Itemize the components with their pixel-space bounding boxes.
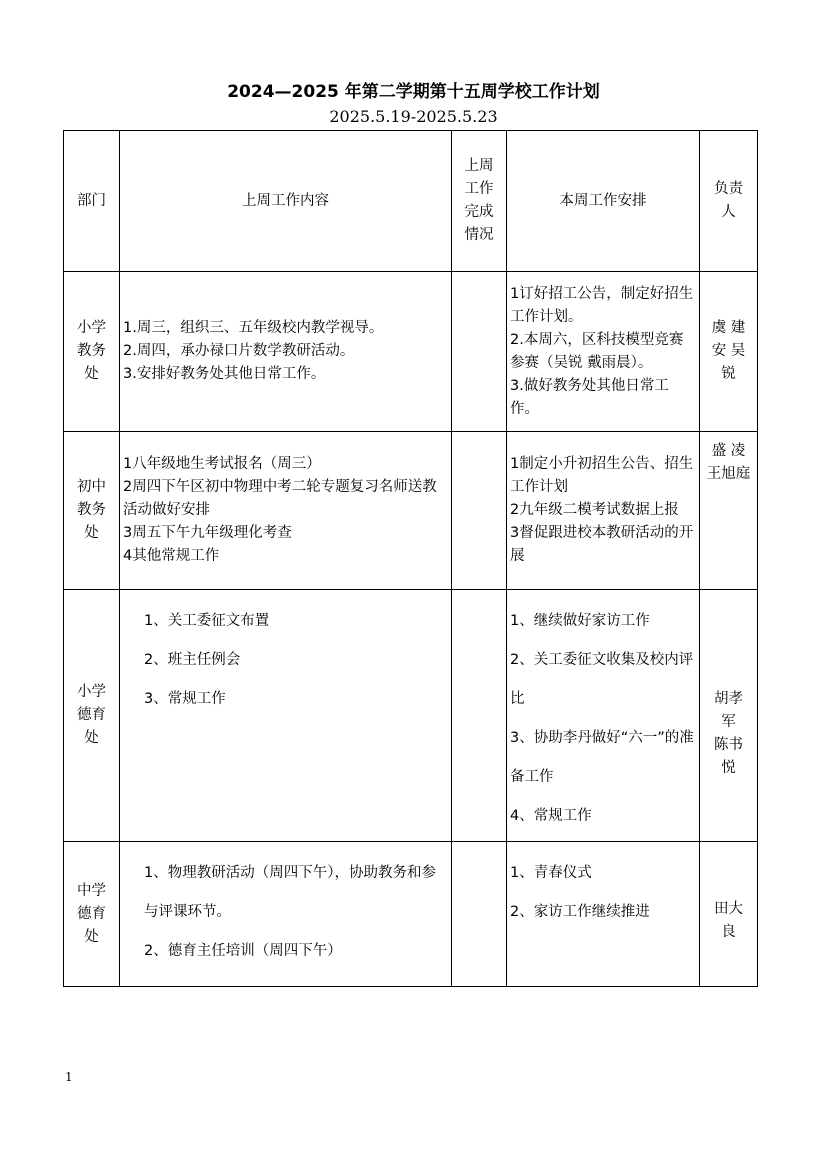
this-week-item: 1、青春仪式 xyxy=(510,865,592,881)
last-week-item: 2、班主任例会 xyxy=(144,652,241,668)
header-person-label: 负责人 xyxy=(714,181,743,220)
last-week-item: 1、关工委征文布置 xyxy=(144,613,270,629)
last-week-item: 2周四下午区初中物理中考二轮专题复习名师送教活动做好安排 xyxy=(123,479,437,518)
table-row xyxy=(64,590,758,842)
this-week-cell xyxy=(507,272,700,432)
this-week-item: 1、继续做好家访工作 xyxy=(510,613,650,629)
this-week-cell xyxy=(507,432,700,590)
this-week-item: 4、常规工作 xyxy=(510,808,592,824)
this-week-cell xyxy=(507,842,700,987)
status-cell xyxy=(452,272,507,432)
header-person xyxy=(700,131,758,272)
person-cell xyxy=(700,432,758,590)
last-week-cell xyxy=(120,590,452,842)
dept-label: 初中教务处 xyxy=(77,479,106,541)
dept-label: 小学教务处 xyxy=(77,320,106,382)
dept-label: 小学德育处 xyxy=(77,684,106,746)
this-week-item: 1订好招工公告，制定好招生工作计划。 xyxy=(510,285,694,325)
table-row xyxy=(64,432,758,590)
last-week-item: 3、常规工作 xyxy=(144,691,226,707)
this-week-item: 3、协助李丹做好“六一”的准备工作 xyxy=(510,730,694,785)
header-last-week: 上周工作内容 xyxy=(120,131,452,272)
last-week-item: 3周五下午九年级理化考查 xyxy=(123,525,292,541)
header-this-week: 本周工作安排 xyxy=(507,131,700,272)
header-dept: 部门 xyxy=(64,131,120,272)
person-label: 田大良 xyxy=(714,901,743,940)
this-week-item: 2九年级二模考试数据上报 xyxy=(510,502,679,518)
work-plan-table xyxy=(63,130,758,987)
last-week-item: 3.安排好教务处其他日常工作。 xyxy=(123,366,326,382)
table-header-row xyxy=(64,131,758,272)
table-row xyxy=(64,842,758,987)
table-row xyxy=(64,272,758,432)
last-week-item: 1、物理教研活动（周四下午），协助教务和参与评课环节。 xyxy=(144,865,436,920)
last-week-cell xyxy=(120,432,452,590)
dept-cell xyxy=(64,272,120,432)
status-cell xyxy=(452,432,507,590)
this-week-item: 2.本周六，区科技模型竞赛参赛（吴锐 戴雨晨）。 xyxy=(510,331,684,371)
header-status-label: 上周工作完成情况 xyxy=(464,158,494,243)
status-cell xyxy=(452,842,507,987)
header-status xyxy=(452,131,507,272)
date-range: 2025.5.19-2025.5.23 xyxy=(329,107,498,126)
this-week-item: 1制定小升初招生公告、招生工作计划 xyxy=(510,456,694,495)
person-cell xyxy=(700,842,758,987)
this-week-item: 2、家访工作继续推进 xyxy=(510,904,650,920)
last-week-item: 1.周三，组织三、五年级校内教学视导。 xyxy=(123,320,384,336)
this-week-cell xyxy=(507,590,700,842)
this-week-item: 3.做好教务处其他日常工作。 xyxy=(510,377,669,417)
dept-cell xyxy=(64,590,120,842)
person-label: 虞 建安 吴锐 xyxy=(711,320,746,382)
person-label: 盛 凌 王旭庭 xyxy=(706,443,751,482)
last-week-cell xyxy=(120,272,452,432)
person-cell xyxy=(700,590,758,842)
last-week-cell xyxy=(120,842,452,987)
last-week-item: 1八年级地生考试报名（周三） xyxy=(123,456,321,472)
page-number: 1 xyxy=(65,1070,73,1084)
document-title: 2024—2025 年第二学期第十五周学校工作计划 xyxy=(227,82,600,102)
dept-label: 中学德育处 xyxy=(77,882,106,945)
last-week-item: 4其他常规工作 xyxy=(123,548,220,564)
this-week-item: 3督促跟进校本教研活动的开展 xyxy=(510,525,694,564)
person-cell xyxy=(700,272,758,432)
last-week-item: 2.周四，承办禄口片数学教研活动。 xyxy=(123,343,355,359)
this-week-item: 2、关工委征文收集及校内评比 xyxy=(510,652,694,707)
status-cell xyxy=(452,590,507,842)
last-week-item: 2、德育主任培训（周四下午） xyxy=(144,943,342,959)
dept-cell xyxy=(64,432,120,590)
person-label: 胡孝军 陈书悦 xyxy=(714,691,743,776)
dept-cell xyxy=(64,842,120,987)
